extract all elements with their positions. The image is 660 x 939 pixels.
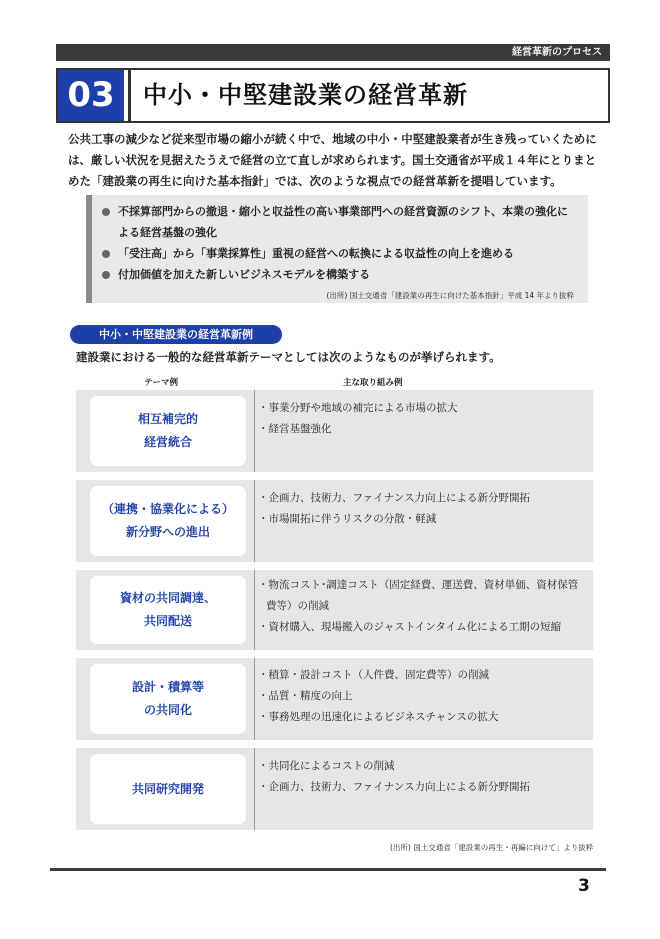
theme-card bbox=[90, 576, 246, 644]
table-source: (出所) 国土交通省「建設業の再生・再編に向けて」より抜粋 bbox=[390, 843, 594, 852]
guideline-item-text: 付加価値を加えた新しいビジネスモデルを構築する bbox=[118, 268, 371, 281]
guideline-item-text: 「受注高」から「事業採算性」重視の経営への転換による収益性の向上を進める bbox=[118, 247, 514, 260]
effort-item: ・企画力、技術力、ファイナンス力向上による新分野開拓 bbox=[258, 492, 530, 504]
effort-item: ・資材購入、現場搬入のジャストインタイム化による工期の短縮 bbox=[258, 621, 562, 633]
row-divider bbox=[254, 390, 255, 472]
theme-label: 共同配送 bbox=[143, 614, 192, 628]
effort-item: ・経営基盤強化 bbox=[258, 423, 332, 435]
row-divider bbox=[254, 748, 255, 830]
quote-source: (出所) 国土交通省「建設業の再生に向けた基本指針」平成 14 年より抜粋 bbox=[326, 291, 574, 300]
chapter-title: 中小・中堅建設業の経営革新 bbox=[143, 81, 468, 109]
theme-label: 経営統合 bbox=[143, 435, 192, 449]
table-row bbox=[76, 658, 593, 740]
theme-label: （連携・協業化による） bbox=[101, 502, 234, 516]
guideline-item bbox=[102, 264, 572, 285]
header-bar bbox=[56, 44, 610, 61]
effort-list bbox=[258, 756, 588, 798]
running-title: 経営革新のプロセス bbox=[512, 47, 602, 58]
row-divider bbox=[254, 658, 255, 740]
chapter-number-divider bbox=[124, 70, 131, 121]
effort-item: ・品質・精度の向上 bbox=[258, 690, 353, 702]
theme-card bbox=[90, 754, 246, 824]
intro-paragraph: 公共工事の減少など従来型市場の縮小が続く中で、地域の中小・中堅建設業者が生き残っていくためには、厳しい状況を見据えたうえで経営の立て直しが求められます。国土交通省が平成１４年にとりまとめた「建設業の再生に向けた基本指針」では、次のような視点での経営革新を提唱しています。 bbox=[68, 132, 597, 188]
footer-rule bbox=[50, 868, 606, 871]
guideline-item-text: 不採算部門からの撤退・縮小と収益性の高い事業部門への経営資源のシフト、本業の強化による経営基盤の強化 bbox=[118, 205, 569, 239]
table-row bbox=[76, 390, 593, 472]
effort-list bbox=[258, 575, 588, 638]
theme-card bbox=[90, 486, 246, 556]
chapter-title-box bbox=[56, 68, 610, 123]
table-row bbox=[76, 748, 593, 830]
effort-list bbox=[258, 398, 588, 440]
effort-item: ・物流コスト･調達コスト（固定経費、運送費、資材単価、資材保管費等）の削減 bbox=[258, 579, 579, 612]
theme-card bbox=[90, 396, 246, 466]
theme-label: 共同研究開発 bbox=[131, 781, 204, 796]
section-lead: 建設業における一般的な経営革新テーマとしては次のようなものが挙げられます。 bbox=[76, 350, 501, 364]
column-header-theme: テーマ例 bbox=[144, 378, 179, 388]
effort-list bbox=[258, 665, 588, 728]
bullet-icon bbox=[102, 271, 110, 279]
chapter-number: 03 bbox=[58, 70, 124, 121]
theme-label: 新分野への進出 bbox=[125, 525, 210, 539]
theme-label: の共同化 bbox=[143, 703, 192, 717]
theme-label: 資材の共同調達、 bbox=[119, 591, 216, 605]
table-row bbox=[76, 570, 593, 650]
table-row bbox=[76, 480, 593, 562]
guideline-item bbox=[102, 243, 572, 264]
effort-item: ・企画力、技術力、ファイナンス力向上による新分野開拓 bbox=[258, 781, 530, 793]
column-header-effort: 主な取り組み例 bbox=[343, 378, 403, 388]
effort-item: ・事業分野や地域の補完による市場の拡大 bbox=[258, 402, 458, 414]
guideline-quote-box bbox=[86, 195, 588, 303]
bullet-icon bbox=[102, 250, 110, 258]
effort-item: ・共同化によるコストの削減 bbox=[258, 760, 395, 772]
theme-card bbox=[90, 664, 246, 734]
page-number: 3 bbox=[578, 876, 590, 896]
section-heading: 中小・中堅建設業の経営革新例 bbox=[70, 325, 282, 344]
effort-item: ・市場開拓に伴うリスクの分散・軽減 bbox=[258, 513, 437, 525]
theme-label: 設計・積算等 bbox=[131, 680, 204, 694]
bullet-icon bbox=[102, 208, 110, 216]
row-divider bbox=[254, 480, 255, 562]
theme-label: 相互補完的 bbox=[137, 412, 198, 426]
guideline-list bbox=[102, 201, 572, 285]
effort-list bbox=[258, 488, 588, 530]
effort-item: ・事務処理の迅速化によるビジネスチャンスの拡大 bbox=[258, 711, 499, 723]
row-divider bbox=[254, 570, 255, 650]
effort-item: ・積算・設計コスト（人件費、固定費等）の削減 bbox=[258, 669, 489, 681]
guideline-item bbox=[102, 201, 572, 243]
